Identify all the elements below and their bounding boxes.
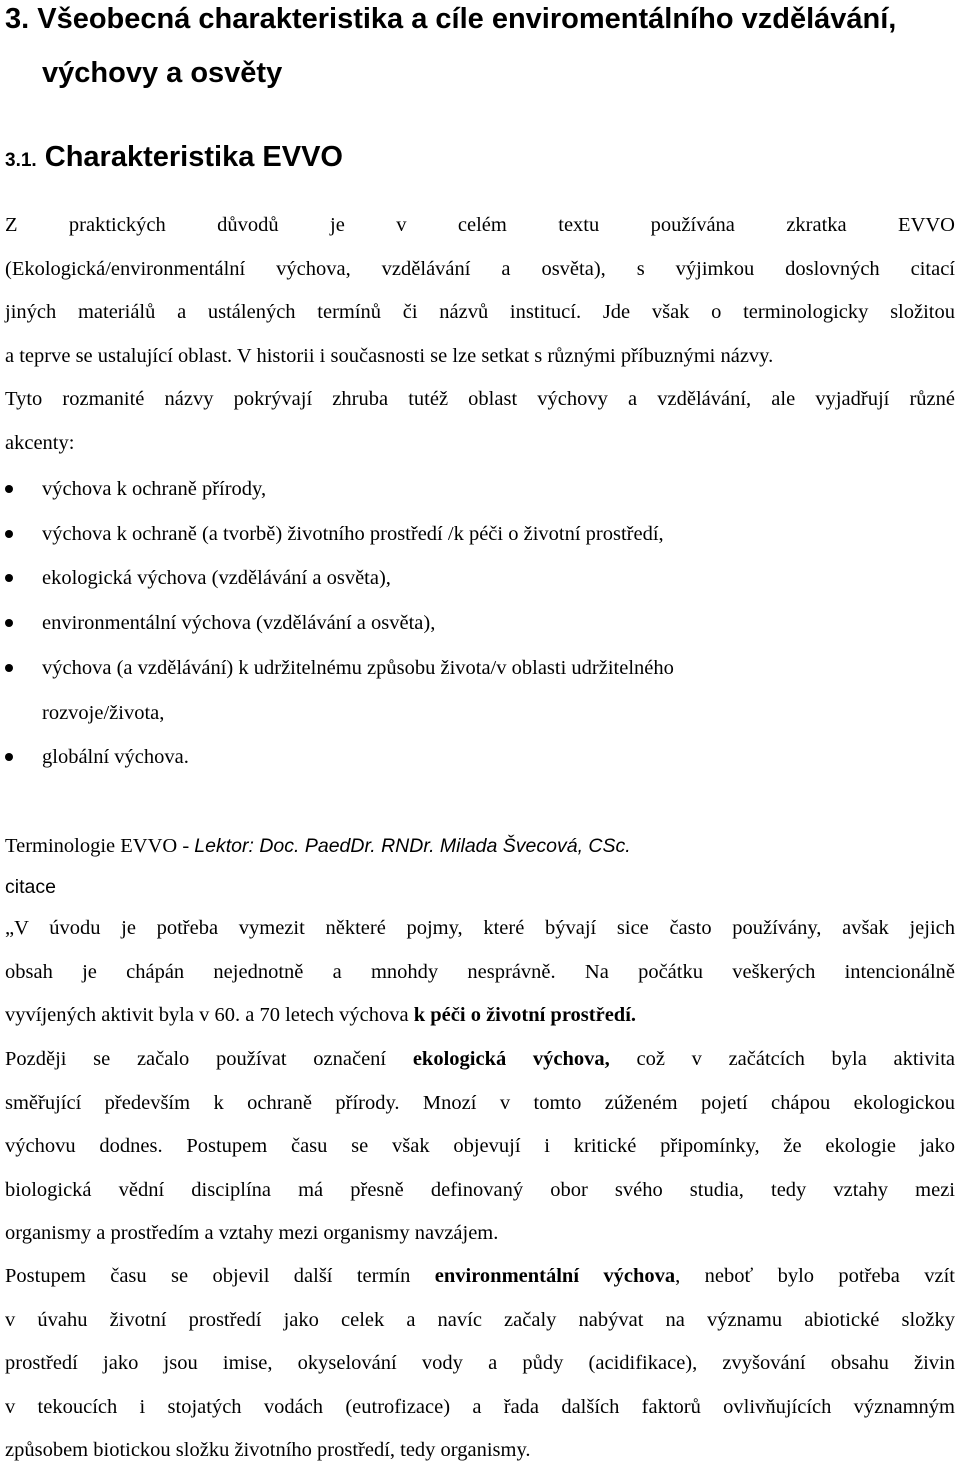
list-item-text: globální výchova. (42, 746, 189, 769)
list-item-text: výchova k ochraně (a tvorbě) životního prostředí /k péči o životní prostředí, (42, 522, 664, 545)
quote-line: výchovu dodnes. Postupem času se však objevují i kritické připomínky, že ekologie jako (5, 1135, 955, 1157)
quote-line: v úvahu životní prostředí jako celek a navíc začaly nabývat na významu abiotické složky (5, 1308, 955, 1331)
quote-line: v tekoucích i stojatých vodách (eutrofizace) a řada dalších faktorů ovlivňujících významným (5, 1395, 955, 1418)
list-item-text-continuation: rozvoje/života, (42, 701, 165, 724)
quote-line (5, 1255, 955, 1299)
intro-line: jiných materiálů a ustálených termínů či názvů institucí. Jde však o terminologicky složitou (5, 301, 955, 323)
intro-line: Z praktických důvodů je v celém textu používána zkratka EVVO (5, 214, 955, 236)
quote-bold-term: environmentální výchova (434, 1265, 676, 1287)
section-heading (5, 128, 343, 190)
quote-line: způsobem biotickou složku životního prostředí, tedy organismy. (5, 1439, 531, 1461)
quote-bold-term: ekologická výchova, (412, 1048, 610, 1070)
bullet-icon (5, 530, 13, 538)
quote-line: směřující především k ochraně přírody. Mnozí v tomto zúženém pojetí chápou ekologickou (5, 1091, 955, 1114)
quote-line: obsah je chápán nejednotně a mnohdy nesprávně. Na počátku veškerých intencionálně (5, 960, 955, 983)
section-number: 3.1. (5, 150, 37, 171)
list-item (5, 556, 955, 601)
section-title: Charakteristika EVVO (44, 141, 343, 173)
intro-line: Tyto rozmanité názvy pokrývají zhruba tutéž oblast výchovy a vzdělávání, ale vyjadřují různé (5, 388, 955, 410)
terminology-label: Terminologie EVVO - (5, 835, 195, 857)
citation-label: citace (5, 876, 56, 898)
list-item (5, 735, 955, 780)
bullet-icon (5, 485, 13, 493)
quote-bold-term: k péči o životní prostředí (413, 1004, 631, 1026)
list-item-text: environmentální výchova (vzdělávání a osvěta), (42, 612, 436, 635)
intro-line: a teprve se ustalující oblast. V historii i současnosti se lze setkat s různými příbuznými názvy. (5, 344, 774, 367)
chapter-heading-line-2: výchovy a osvěty (42, 57, 283, 89)
quote-text: , neboť bylo potřeba vzít (675, 1265, 955, 1287)
quote-text: Postupem času se objevil další termín (5, 1265, 435, 1287)
bullet-icon (5, 753, 13, 761)
intro-paragraph (5, 204, 955, 465)
quote-line: prostředí jako jsou imise, okyselování vody a půdy (acidifikace), zvyšování obsahu živin (5, 1352, 955, 1374)
quote-text: což v začátcích byla aktivita (609, 1048, 955, 1070)
quote-paragraph-2 (5, 1038, 955, 1256)
intro-line: akcenty: (5, 431, 75, 454)
quote-paragraph-3 (5, 1255, 955, 1473)
list-item (5, 601, 955, 646)
quote-text: vyvíjených aktivit byla v 60. a 70 letech výchova (5, 1004, 414, 1026)
list-item (5, 646, 955, 735)
quote-line (5, 994, 955, 1038)
intro-line: (Ekologická/environmentální výchova, vzdělávání a osvěta), s výjimkou doslovných citací (5, 257, 955, 280)
quote-line: „V úvodu je potřeba vymezit některé pojmy, které bývají sice často používány, avšak jejich (5, 917, 955, 939)
quote-line (5, 1038, 955, 1082)
quote-text: Později se začalo používat označení (5, 1048, 413, 1070)
bullet-icon (5, 664, 13, 672)
quote-text: . (630, 1004, 637, 1026)
quote-paragraph-1 (5, 907, 955, 1038)
terminology-source (5, 825, 631, 868)
bullet-icon (5, 619, 13, 627)
list-item-text: ekologická výchova (vzdělávání a osvěta), (42, 567, 391, 590)
list-item-text: výchova k ochraně přírody, (42, 478, 267, 500)
list-item-text: výchova (a vzdělávání) k udržitelnému způsobu života/v oblasti udržitelného (42, 656, 674, 679)
chapter-heading-line-1: 3. Všeobecná charakteristika a cíle enviromentálního vzdělávání, (5, 3, 897, 35)
bullet-list (5, 467, 955, 780)
lector-name: Lektor: Doc. PaedDr. RNDr. Milada Švecová, CSc. (194, 835, 631, 857)
quote-line: biologická vědní disciplína má přesně definovaný obor svého studia, tedy vztahy mezi (5, 1178, 955, 1201)
list-item (5, 512, 955, 557)
quote-line: organismy a prostředím a vztahy mezi organismy navzájem. (5, 1222, 499, 1244)
list-item (5, 467, 955, 512)
bullet-icon (5, 574, 13, 582)
